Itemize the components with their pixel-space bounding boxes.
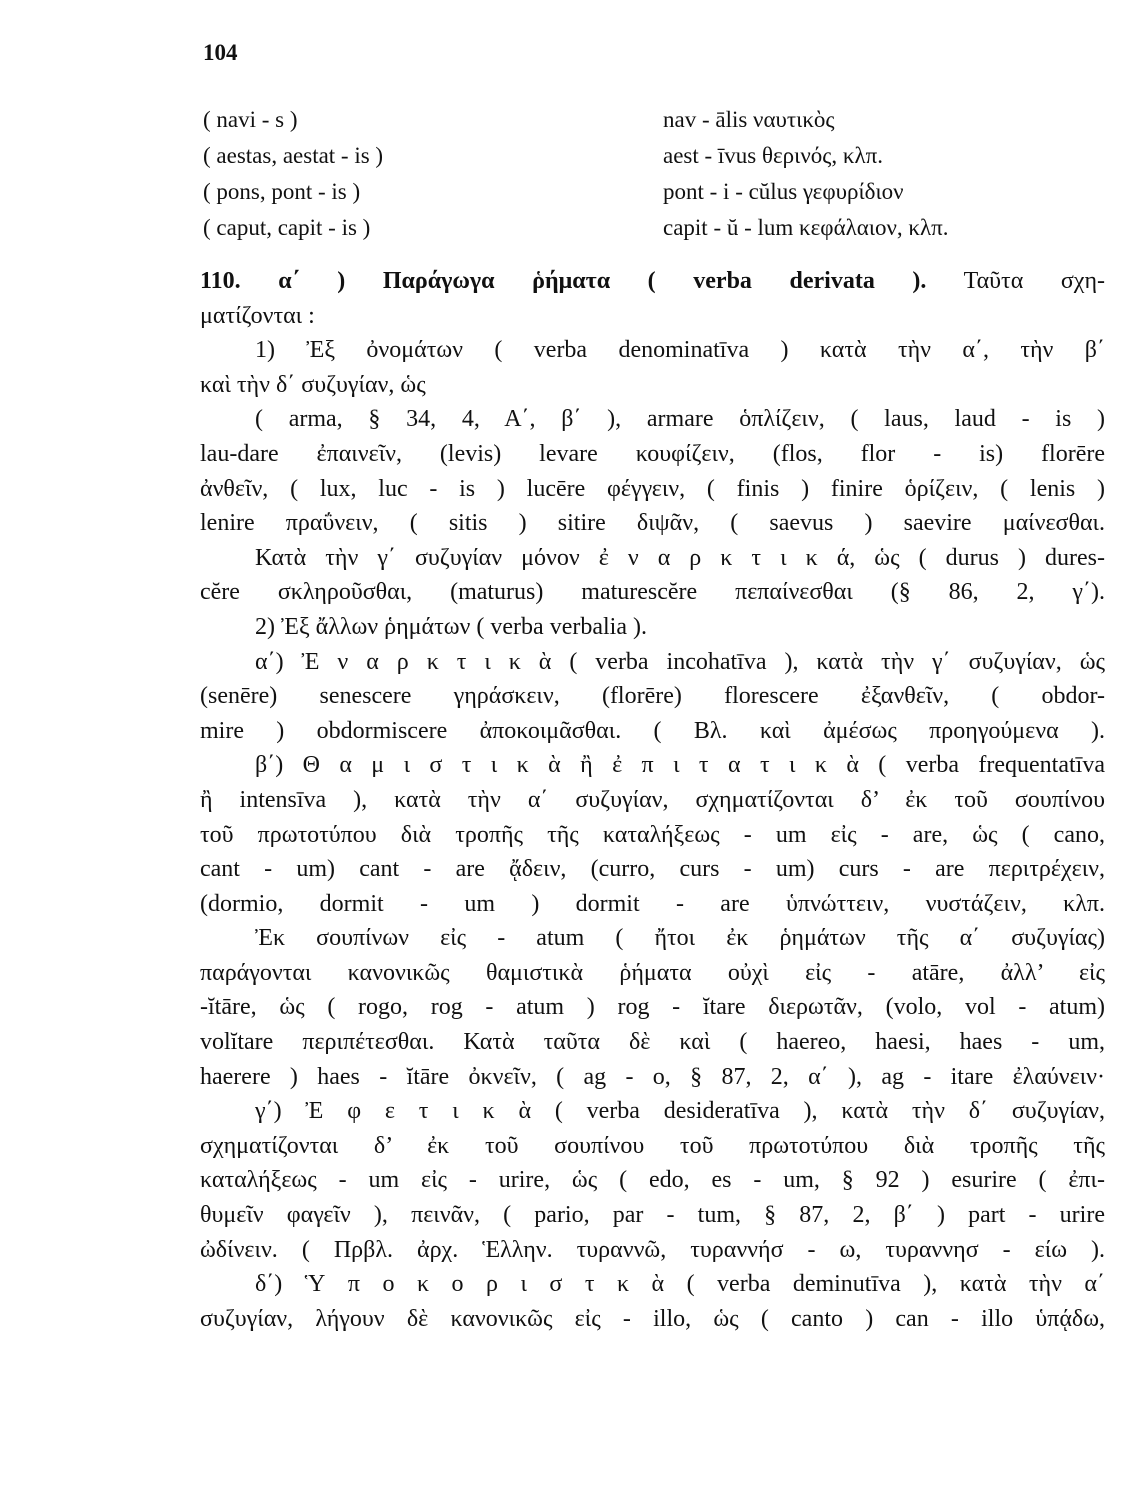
body-line: lau-dare ἐπαινεῖν, (levis) levare κουφίζειν, (flos, flor - is) florēre [200, 440, 1105, 467]
table-cell: aest - īvus θερινός, κλπ. [663, 143, 883, 168]
body-line: Ἐκ σουπίνων εἰς - atum ( ἤτοι ἐκ ῥημάτων τῆς α΄ συζυγίας) [255, 925, 1105, 952]
body-line: παράγονται κανονικῶς θαμιστικὰ ῥήματα οὐχὶ εἰς - atāre, ἀλλ’ εἰς [200, 959, 1105, 986]
body-line: ἢ intensīva ), κατὰ τὴν α΄ συζυγίαν, σχηματίζονται δ’ ἐκ τοῦ σουπίνου [200, 786, 1105, 813]
body-line: β΄) Θ α μ ι σ τ ι κ ὰ ἢ ἐ π ι τ α τ ι κ ὰ ( verba frequentatīva [255, 752, 1105, 779]
body-line: (dormio, dormit - um ) dormit - are ὑπνώττειν, νυστάζειν, κλπ. [200, 890, 1105, 917]
body-line: θυμεῖν φαγεῖν ), πεινᾶν, ( pario, par - tum, § 87, 2, β΄ ) part - urire [200, 1202, 1105, 1229]
section-heading: α΄ ) Παράγωγα ῥήματα ( verba derivata ). [278, 268, 927, 294]
table-left-column [203, 102, 623, 246]
body-line: 2) Ἐξ ἄλλων ῥημάτων ( verba verbalia ). [255, 613, 647, 640]
body-line: συζυγίαν, λήγουν δὲ κανονικῶς εἰς - illo, ὡς ( canto ) can - illo ὑπᾴδω, [200, 1305, 1105, 1332]
section-110 [200, 264, 1105, 1336]
body-line: lenire πραΰνειν, ( sitis ) sitire διψᾶν, ( saevus ) saevire μαίνεσθαι. [200, 510, 1105, 537]
table-cell: ( pons, pont - is ) [203, 179, 361, 204]
body-line: volĭtare περιπέτεσθαι. Κατὰ ταῦτα δὲ καὶ ( haereo, haesi, haes - um, [200, 1029, 1105, 1056]
table-cell: ( aestas, aestat - is ) [203, 143, 384, 168]
table-right-column [663, 102, 1122, 246]
section-heading-line [200, 264, 1105, 299]
page-number: 104 [203, 40, 238, 65]
body-line: δ΄) Ὑ π ο κ ο ρ ι σ τ κ ὰ ( verba deminutīva ), κατὰ τὴν α΄ [255, 1271, 1106, 1298]
derivation-table [203, 102, 1083, 252]
body-line: 1) Ἐξ ὀνομάτων ( verba denominatīva ) κατὰ τὴν α΄, τὴν β΄ [255, 337, 1105, 364]
table-cell: pont - i - cŭlus γεφυρίδιον [663, 179, 904, 204]
body-line: ματίζονται : [200, 302, 315, 329]
body-line: -ĭtāre, ὡς ( rogo, rog - atum ) rog - ĭtare διερωτᾶν, (volo, vol - atum) [200, 994, 1105, 1021]
table-cell: nav - ālis ναυτικὸς [663, 107, 835, 132]
body-line: καταλήξεως - um εἰς - urire, ὡς ( edo, es - um, § 92 ) esurire ( ἐπι- [200, 1167, 1105, 1194]
table-cell: ( caput, capit - is ) [203, 215, 371, 240]
body-line: cĕre σκληροῦσθαι, (maturus) maturescĕre πεπαίνεσθαι (§ 86, 2, γ΄). [200, 579, 1105, 606]
body-line: mire ) obdormiscere ἀποκοιμᾶσθαι. ( Βλ. καὶ ἀμέσως προηγούμενα ). [200, 717, 1105, 744]
body-line: ἀνθεῖν, ( lux, luc - is ) lucēre φέγγειν, ( finis ) finire ὁρίζειν, ( lenis ) [200, 475, 1105, 502]
body-text: Ταῦτα σχη- [963, 268, 1106, 294]
body-line: α΄) Ἐ ν α ρ κ τ ι κ ὰ ( verba incohatīva ), κατὰ τὴν γ΄ συζυγίαν, ὡς [255, 648, 1105, 675]
table-cell: capit - ŭ - lum κεφάλαιον, κλπ. [663, 215, 949, 240]
body-line: σχηματίζονται δ’ ἐκ τοῦ σουπίνου τοῦ πρωτοτύπου διὰ τροπῆς τῆς [200, 1132, 1105, 1159]
body-line: καὶ τὴν δ΄ συζυγίαν, ὡς [200, 371, 426, 398]
body-line: ὠδίνειν. ( Πρβλ. ἀρχ. Ἑλλην. τυραννῶ, τυραννήσ - ω, τυραννησ - είω ). [200, 1236, 1105, 1263]
table-cell: ( navi - s ) [203, 107, 298, 132]
body-line: Κατὰ τὴν γ΄ συζυγίαν μόνον ἐ ν α ρ κ τ ι κ ά, ὡς ( durus ) dures- [255, 544, 1105, 571]
body-line: γ΄) Ἐ φ ε τ ι κ ὰ ( verba desideratīva ), κατὰ τὴν δ΄ συζυγίαν, [255, 1098, 1105, 1125]
body-line: τοῦ πρωτοτύπου διὰ τροπῆς τῆς καταλήξεως - um εἰς - are, ὡς ( cano, [200, 821, 1105, 848]
body-line: haerere ) haes - ĭtāre ὀκνεῖν, ( ag - o, § 87, 2, α΄ ), ag - itare ἐλαύνειν· [200, 1063, 1105, 1090]
section-number: 110. [200, 268, 241, 294]
body-line: cant - um) cant - are ᾄδειν, (curro, curs - um) curs - are περιτρέχειν, [200, 856, 1105, 883]
body-line: (senēre) senescere γηράσκειν, (florēre) florescere ἐξανθεῖν, ( obdor- [200, 683, 1105, 710]
body-line: ( arma, § 34, 4, A΄, β΄ ), armare ὁπλίζειν, ( laus, laud - is ) [255, 406, 1105, 433]
